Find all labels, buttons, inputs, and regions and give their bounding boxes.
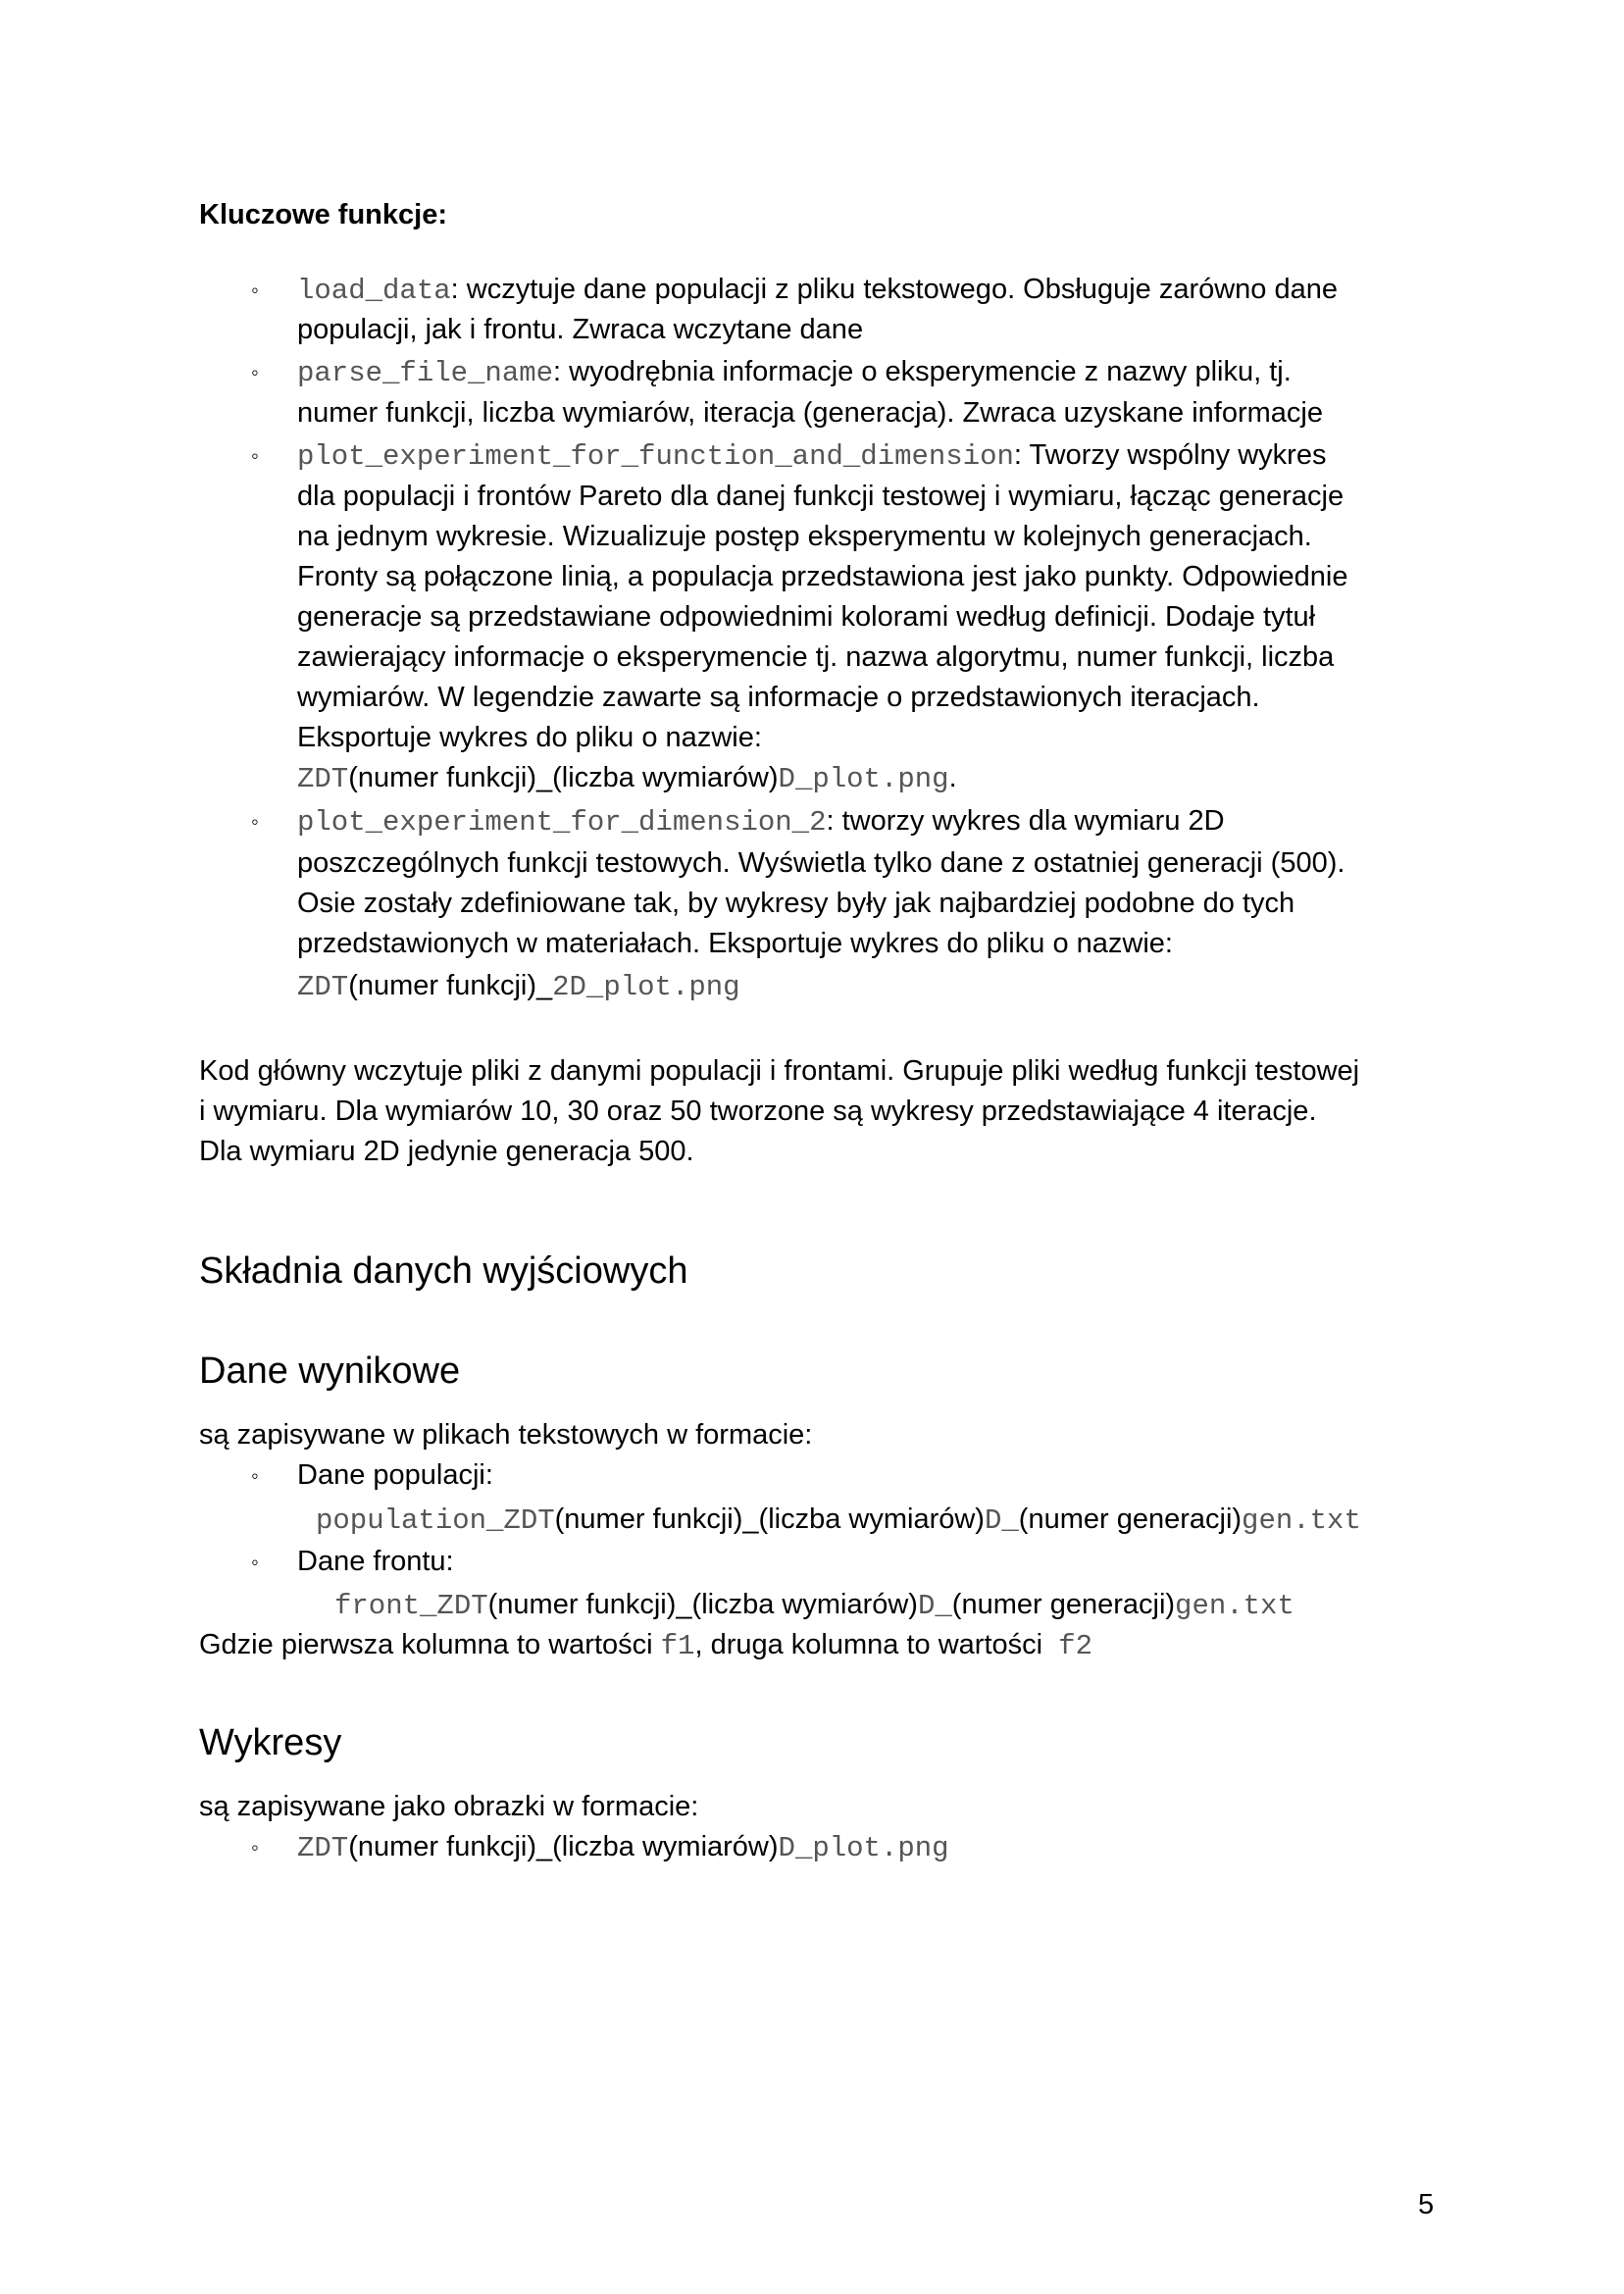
section-heading-syntax: Składnia danych wyjściowych — [199, 1250, 688, 1292]
bullet-icon: ◦ — [251, 1550, 259, 1574]
function-item-load-data — [297, 270, 1338, 311]
columns-note: Gdzie pierwsza kolumna to wartości f1, druga kolumna to wartości f2 — [199, 1629, 1092, 1662]
function-description: : wczytuje dane populacji z pliku tekstowego. Obsługuje zarówno dane — [450, 274, 1339, 305]
function-name: plot_experiment_for_dimension_2 — [297, 806, 827, 839]
main-paragraph-line: Dla wymiaru 2D jedynie generacja 500. — [199, 1136, 694, 1167]
function-description: Eksportuje wykres do pliku o nazwie: — [297, 722, 762, 753]
population-file-format: population_ZDT(numer funkcji)_(liczba wymiarów)D_(numer generacji)gen.txt — [316, 1504, 1361, 1537]
function-item-plot-function-dimension — [297, 435, 1326, 477]
section-heading-results: Dane wynikowe — [199, 1351, 461, 1392]
function-description: na jednym wykresie. Wizualizuje postęp eksperymentu w kolejnych generacjach. — [297, 521, 1312, 552]
function-description: generacje są przedstawiane odpowiednimi kolorami według definicji. Dodaje tytuł — [297, 601, 1316, 633]
function-description: przedstawionych w materiałach. Eksportuje wykres do pliku o nazwie: — [297, 928, 1173, 959]
bullet-icon: ◦ — [251, 360, 259, 384]
function-name: load_data — [297, 275, 451, 307]
function-description: dla populacji i frontów Pareto dla danej funkcji testowej i wymiaru, łącząc generacje — [297, 481, 1345, 512]
main-paragraph-line: Kod główny wczytuje pliki z danymi populacji i frontami. Grupuje pliki według funkcji testowej — [199, 1055, 1360, 1087]
function-description: Osie zostały zdefiniowane tak, by wykresy były jak najbardziej podobne do tych — [297, 888, 1295, 919]
plot-file-format: ZDT(numer funkcji)_(liczba wymiarów)D_plot.png — [297, 1831, 949, 1864]
section-heading-plots: Wykresy — [199, 1722, 342, 1763]
page-number: 5 — [1418, 2189, 1435, 2220]
bullet-icon: ◦ — [251, 278, 259, 302]
function-description: numer funkcji, liczba wymiarów, iteracja (generacja). Zwraca uzyskane informacje — [297, 397, 1323, 429]
functions-heading: Kluczowe funkcje: — [199, 199, 447, 230]
function-description: wymiarów. W legendzie zawarte są informacje o przedstawionych iteracjach. — [297, 682, 1260, 713]
function-name: plot_experiment_for_function_and_dimension — [297, 440, 1014, 473]
bullet-icon: ◦ — [251, 1463, 259, 1488]
bullet-icon: ◦ — [251, 809, 259, 834]
function-description: : Tworzy wspólny wykres — [1013, 439, 1327, 471]
output-filename: ZDT(numer funkcji)_2D_plot.png — [297, 970, 740, 1003]
function-description: populacji, jak i frontu. Zwraca wczytane dane — [297, 314, 864, 345]
results-intro: są zapisywane w plikach tekstowych w formacie: — [199, 1419, 813, 1451]
results-item-label: Dane frontu: — [297, 1546, 454, 1577]
bullet-icon: ◦ — [251, 443, 259, 468]
results-item-label: Dane populacji: — [297, 1459, 493, 1491]
bullet-icon: ◦ — [251, 1835, 259, 1860]
function-description: zawierający informacje o eksperymencie tj. nazwa algorytmu, numer funkcji, liczba — [297, 641, 1335, 673]
function-description: : tworzy wykres dla wymiaru 2D — [826, 805, 1225, 837]
output-filename: ZDT(numer funkcji)_(liczba wymiarów)D_plot.png. — [297, 762, 957, 795]
main-paragraph-line: i wymiaru. Dla wymiarów 10, 30 oraz 50 tworzone są wykresy przedstawiające 4 iteracje. — [199, 1096, 1317, 1127]
function-item-parse-file-name — [297, 352, 1292, 393]
function-description: Fronty są połączone linią, a populacja przedstawiona jest jako punkty. Odpowiednie — [297, 561, 1348, 592]
function-name: parse_file_name — [297, 357, 554, 389]
plots-intro: są zapisywane jako obrazki w formacie: — [199, 1791, 699, 1822]
function-description: : wyodrębnia informacje o eksperymencie z nazwy pliku, tj. — [553, 356, 1292, 387]
function-description: poszczególnych funkcji testowych. Wyświetla tylko dane z ostatniej generacji (500). — [297, 847, 1345, 879]
front-file-format: front_ZDT(numer funkcji)_(liczba wymiarów)D_(numer generacji)gen.txt — [334, 1589, 1294, 1622]
function-item-plot-dimension-2 — [297, 801, 1225, 842]
